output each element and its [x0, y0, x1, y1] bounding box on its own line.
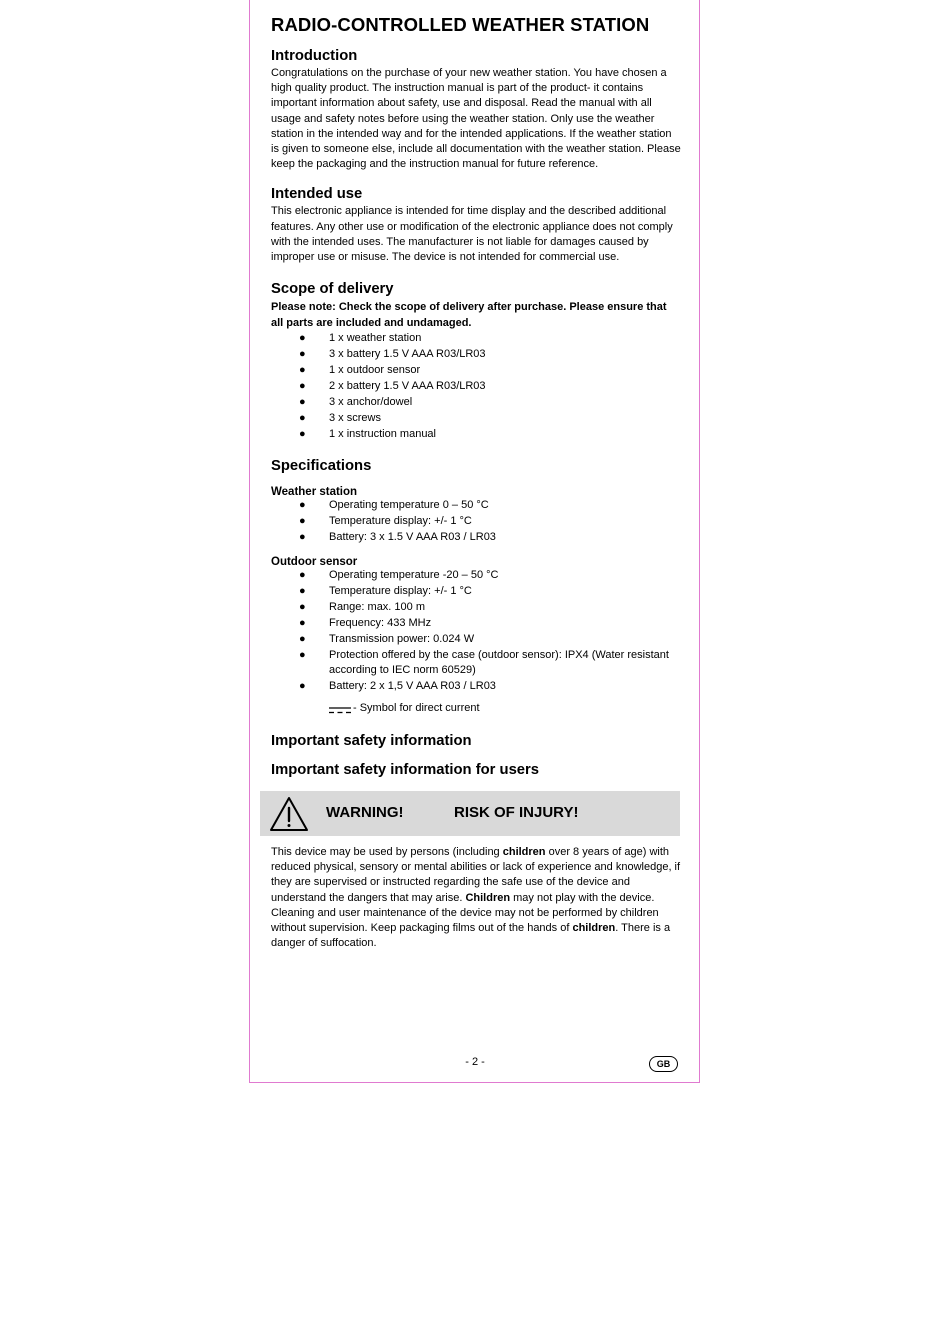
risk-label: RISK OF INJURY!: [454, 804, 579, 821]
list-item: ● Operating temperature -20 – 50 °C: [271, 568, 681, 583]
list-item: ● Range: max. 100 m: [271, 600, 681, 615]
bullet-dot: ●: [299, 332, 306, 345]
bullet-dot: ●: [299, 412, 306, 425]
weather-station-heading: Weather station: [271, 486, 358, 499]
intended-use-heading: Intended use: [271, 186, 363, 203]
introduction-text: Congratulations on the purchase of your new weather station. You have chosen a high quality product. The instruction manual is part of the product- it contains important information about safety, use and disposal. Read the manual with all usage and safety notes before using the weather station. Only use the weather station in the intended way and for the intended applications. If the weather station is given to someone else, include all documentation with the weather station. Please keep the packaging and the instruction manual for future reference.: [271, 67, 681, 171]
warning-label: WARNING!: [326, 804, 404, 821]
list-item: ● Temperature display: +/- 1 °C: [271, 584, 681, 599]
weather-station-spec-list: [271, 498, 681, 545]
safety-users-heading: Important safety information for users: [271, 762, 540, 779]
introduction-heading: Introduction: [271, 48, 358, 64]
safety-text: This device may be used by persons (including children over 8 years of age) with reduced physical, sensory or mental abilities or lack of experience and knowledge, if they are supervised or instructed regarding the safe use of the device and understand the dangers that may arise. Children may not play with the device. Cleaning and user maintenance of the device may not be performed by children without supervision. Keep packaging films out of the hands of children. There is a danger of suffocation.: [271, 846, 681, 950]
bullet-dot: ●: [299, 584, 306, 597]
bullet-dot: ●: [299, 616, 306, 629]
list-item: ● 1 x instruction manual: [271, 427, 681, 442]
list-item: ● Transmission power: 0.024 W: [271, 632, 681, 647]
bullet-dot: ●: [299, 531, 306, 544]
keyword-children: children: [572, 922, 616, 935]
warning-banner: [260, 791, 680, 836]
outdoor-sensor-spec-list: [271, 568, 681, 694]
list-item: ● Battery: 2 x 1,5 V AAA R03 / LR03: [271, 679, 681, 694]
keyword-children: children: [502, 846, 546, 858]
specifications-heading: Specifications: [271, 458, 372, 475]
scope-section: [271, 281, 681, 442]
introduction-section: [271, 48, 681, 172]
list-item: ● Protection offered by the case (outdoor sensor): IPX4 (Water resistant according to IEC norm 60529): [299, 648, 669, 676]
warning-triangle-icon: [269, 796, 309, 832]
bullet-dot: ●: [299, 428, 306, 441]
bullet-dot: ●: [299, 648, 306, 661]
list-item: ● Frequency: 433 MHz: [271, 616, 681, 631]
document-content: [271, 14, 681, 780]
document-title: RADIO-CONTROLLED WEATHER STATION: [271, 14, 650, 35]
bullet-dot: ●: [299, 515, 306, 528]
bullet-dot: ●: [299, 396, 306, 409]
list-item: ● Operating temperature 0 – 50 °C: [271, 498, 681, 513]
scope-heading: Scope of delivery: [271, 281, 394, 298]
keyword-children: Children: [465, 891, 511, 904]
intended-use-section: [271, 186, 681, 265]
list-item: ● 1 x weather station: [271, 331, 681, 346]
direct-current-note: [271, 701, 681, 716]
list-item: ● 3 x screws: [271, 411, 681, 426]
specifications-section: [271, 458, 681, 716]
bullet-dot: ●: [299, 679, 306, 692]
list-item: ● 3 x battery 1.5 V AAA R03/LR03: [271, 347, 681, 362]
safety-heading: Important safety information: [271, 733, 472, 750]
direct-current-label: - Symbol for direct current: [353, 702, 480, 715]
page-number: - 2 -: [465, 1056, 485, 1068]
intended-use-text: This electronic appliance is intended for time display and the described additional features. Any other use or modification of the electronic appliance does not comply with the intended uses. The manufacturer is not liable for damages caused by improper use or misuse. The device is not intended for commercial use.: [271, 205, 673, 264]
list-item: ● 3 x anchor/dowel: [271, 395, 681, 410]
outdoor-sensor-heading: Outdoor sensor: [271, 555, 358, 568]
bullet-dot: ●: [299, 600, 306, 613]
bullet-dot: ●: [299, 632, 306, 645]
bullet-dot: ●: [299, 364, 306, 377]
scope-list: [271, 331, 681, 442]
list-item: ● 1 x outdoor sensor: [271, 363, 681, 378]
bullet-dot: ●: [299, 568, 306, 581]
bullet-dot: ●: [299, 499, 306, 512]
list-item: ● Battery: 3 x 1.5 V AAA R03 / LR03: [271, 530, 681, 545]
list-item: ● Temperature display: +/- 1 °C: [271, 514, 681, 529]
bullet-dot: ●: [299, 380, 306, 393]
bullet-dot: ●: [299, 348, 306, 361]
list-item: ● 2 x battery 1.5 V AAA R03/LR03: [271, 379, 681, 394]
language-badge: GB: [649, 1056, 678, 1072]
direct-current-icon: [329, 706, 351, 714]
scope-note: Please note: Check the scope of delivery after purchase. Please ensure that all parts are included and undamaged.: [271, 301, 667, 330]
